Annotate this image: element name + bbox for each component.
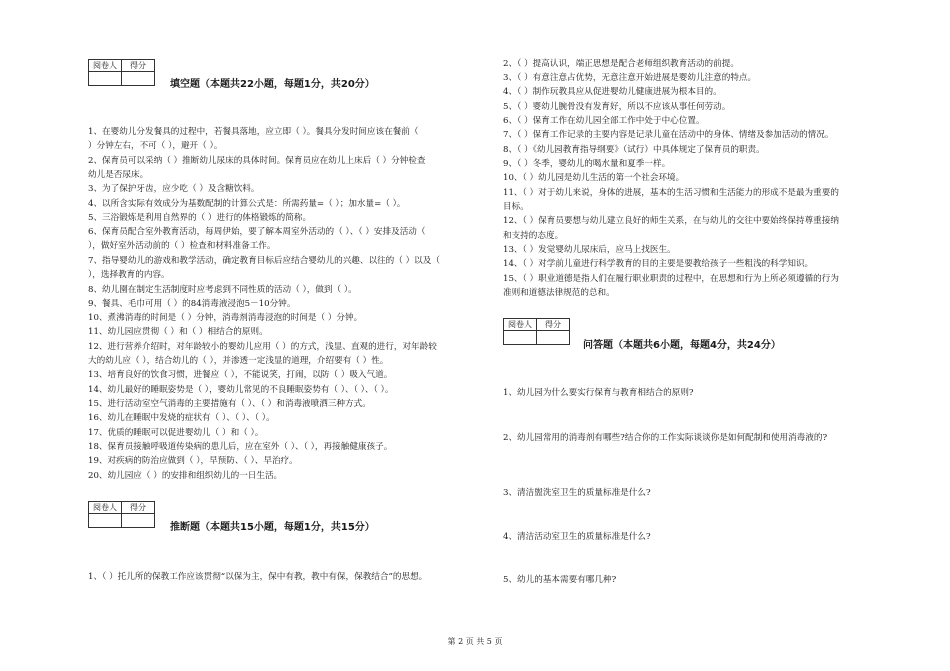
fill-blank-line: 4、以所含实际有效成分为基数配制的计算公式是：所需药量=（ ）；加水量=（ ）。: [88, 199, 406, 209]
fill-blank-line: 幼儿是否尿床。: [88, 170, 149, 180]
fill-blank-line: 大的幼儿应（ ），结合幼儿的（ ），并渗透一定浅显的道理，介绍要有（ ）性。: [88, 356, 389, 366]
true-false-line: 9、（ ）冬季，婴幼儿的喝水量和夏季一样。: [503, 159, 671, 169]
true-false-line: 6、（ ）保育工作在幼儿园全部工作中处于中心位置。: [503, 116, 705, 126]
reviewer-label: 阅卷人: [89, 60, 122, 72]
true-false-line: 4、（ ）制作玩教具应从促进婴幼儿健康进展为根本目的。: [503, 87, 722, 97]
fill-blank-line: 8、幼儿園在制定生活制度时应考虑到不同性质的活动（ ），做到（ ）。: [88, 285, 357, 295]
fill-blank-line: 14、幼儿最好的睡眠姿势是（ ），婴幼儿常见的不良睡眠姿势有（ ）、（ ）、（ ）。: [88, 385, 394, 395]
fill-blank-line: 7、指导婴幼儿的游戏和教学活动，确定教育目标后应结合婴幼儿的兴趣、以往的（ ）以及（: [88, 256, 440, 266]
fill-blank-line: 17、优质的睡眠可以促进婴幼儿（ ）和（ ）。: [88, 428, 264, 438]
qa-question: 4、清洁活动室卫生的质量标准是什么?: [503, 532, 651, 542]
true-false-line: 1、（ ）托儿所的保教工作应该贯彻“以保为主，保中有教，教中有保，保教结合”的思想。: [88, 572, 428, 582]
true-false-line: 5、（ ）婴幼儿腕骨没有发育好，所以不应该从事任何劳动。: [503, 102, 731, 112]
page-footer: 第 2 页 共 5 页: [447, 637, 503, 646]
true-false-line: 11、（ ）对于幼儿来说，身体的进展，基本的生活习惯和生活能力的形成不是最为重要的: [503, 188, 839, 198]
fill-blank-line: 5、三浴锻炼是利用自然界的（ ）进行的体格锻炼的简称。: [88, 213, 312, 223]
true-false-line: 目标。: [503, 202, 529, 212]
reviewer-label: 阅卷人: [89, 502, 122, 514]
fill-blank-line: 2、保育员可以采纳（ ）推断幼儿尿床的具体时间。保育员应在幼儿上床后（ ）分钟检查: [88, 156, 426, 166]
fill-blank-line: 18、保育员接触呼吸道传染病的患儿后，应在室外（ ）、（ ），再接触健康孩子。: [88, 442, 393, 452]
fill-blank-line: ），做好室外活动前的（ ）检查和材料准备工作。: [88, 241, 276, 251]
fill-blank-line: 10、煮沸消毒的时间是（ ）分钟，消毒剂消毒浸泡的时间是（ ）分钟。: [88, 313, 363, 323]
fill-blank-line: ），选择教育的内容。: [88, 270, 170, 280]
qa-title: 问答题（本题共6小题，每题4分，共24分）: [583, 340, 781, 351]
fill-blank-line: 6、保育员配合室外教育活动，每周伊始，要了解本周室外活动的（ ）、（ ）安排及活动（: [88, 227, 426, 237]
true-false-line: 10、（ ）幼儿园是幼儿生活的第一个社会环境。: [503, 173, 685, 183]
true-false-line: 14、（ ）对学前儿童进行科学教育的目的主要是要教给孩子一些粗浅的科学知识。: [503, 259, 814, 269]
score-cell: [122, 514, 155, 528]
fill-blank-line: 3、为了保护牙齿，应少吃（ ）及含糖饮料。: [88, 184, 260, 194]
fill-blank-line: 12、进行营养介绍时，对年龄较小的婴幼儿应用（ ）的方式，浅显、直观的进行，对年龄较: [88, 342, 437, 352]
fill-blank-line: 9、餐具、毛巾可用（ ）的84消毒液浸泡5－10分钟。: [88, 299, 296, 309]
fill-blank-line: 16、幼儿在睡眠中发烧的症状有（ ）、（ ）、（ ）。: [88, 413, 275, 423]
fill-blank-line: 15、进行活动室空气消毒的主要措施有（ ）、（ ）和消毒液喷洒三种方式。: [88, 399, 371, 409]
reviewer-cell: [504, 331, 537, 345]
score-box-true-false: [88, 501, 155, 528]
true-false-line: 准则和道德法律规范的总和。: [503, 288, 615, 298]
score-label: 得分: [122, 502, 155, 514]
true-false-line: 和支持的态度。: [503, 231, 564, 241]
qa-question: 5、幼儿的基本需要有哪几种?: [503, 575, 617, 585]
qa-question: 2、幼儿园常用的消毒剂有哪些?结合你的工作实际谈谈你是如何配制和使用消毒液的?: [503, 433, 828, 443]
true-false-line: 13、（ ）发觉婴幼儿尿床后，应马上找医生。: [503, 245, 676, 255]
fill-blank-line: ）分钟左右，不可（ ），避开（ ）。: [88, 141, 223, 151]
fill-blank-line: 13、培育良好的饮食习惯，进餐应（ ），不能说笑，打闹，以防（ ）吸入气道。: [88, 370, 393, 380]
true-false-line: 8、（ ）《幼儿园教育指导纲要》（试行）中具体规定了保育员的职责。: [503, 145, 765, 155]
true-false-line: 12、（ ）保育员要想与幼儿建立良好的师生关系，在与幼儿的交往中要始终保持尊重接纳: [503, 216, 839, 226]
fill-blank-line: 1、在婴幼儿分发餐具的过程中，若餐具落地，应立即（ ）。餐具分发时间应该在餐前（: [88, 127, 419, 137]
score-box-qa: [503, 318, 570, 345]
score-label: 得分: [122, 60, 155, 72]
true-false-line: 15、（ ）职业道德是指人们在履行职业职责的过程中，在思想和行为上所必须遵循的行为: [503, 274, 839, 284]
score-box-fill-blank: [88, 59, 155, 86]
fill-blank-title: 填空题（本题共22小题，每题1分，共20分）: [170, 79, 375, 90]
fill-blank-line: 11、幼儿园应贯彻（ ）和（ ）相结合的原则。: [88, 327, 268, 337]
score-cell: [122, 72, 155, 86]
reviewer-cell: [89, 72, 122, 86]
reviewer-cell: [89, 514, 122, 528]
reviewer-label: 阅卷人: [504, 319, 537, 331]
true-false-line: 2、（ ）提高认识，端正思想是配合老师组织教育活动的前提。: [503, 59, 739, 69]
fill-blank-line: 19、对疾病的防治应做到（ ），早预防、（ ）、早治疗。: [88, 456, 298, 466]
true-false-title: 推断题（本题共15小题，每题1分，共15分）: [170, 522, 375, 533]
true-false-line: 3、（ ）有意注意占优势，无意注意开始进展是婴幼儿注意的特点。: [503, 73, 757, 83]
true-false-line: 7、（ ）保育工作记录的主要内容是记录儿童在活动中的身体、情绪及参加活动的情况。: [503, 130, 834, 140]
qa-question: 3、清洁盥洗室卫生的质量标准是什么?: [503, 488, 651, 498]
qa-question: 1、幼儿园为什么要实行保育与教育相结合的原则?: [503, 388, 694, 398]
score-cell: [537, 331, 570, 345]
fill-blank-line: 20、幼儿园应（ ）的安排和组织幼儿的一日生活。: [88, 471, 283, 481]
score-label: 得分: [537, 319, 570, 331]
